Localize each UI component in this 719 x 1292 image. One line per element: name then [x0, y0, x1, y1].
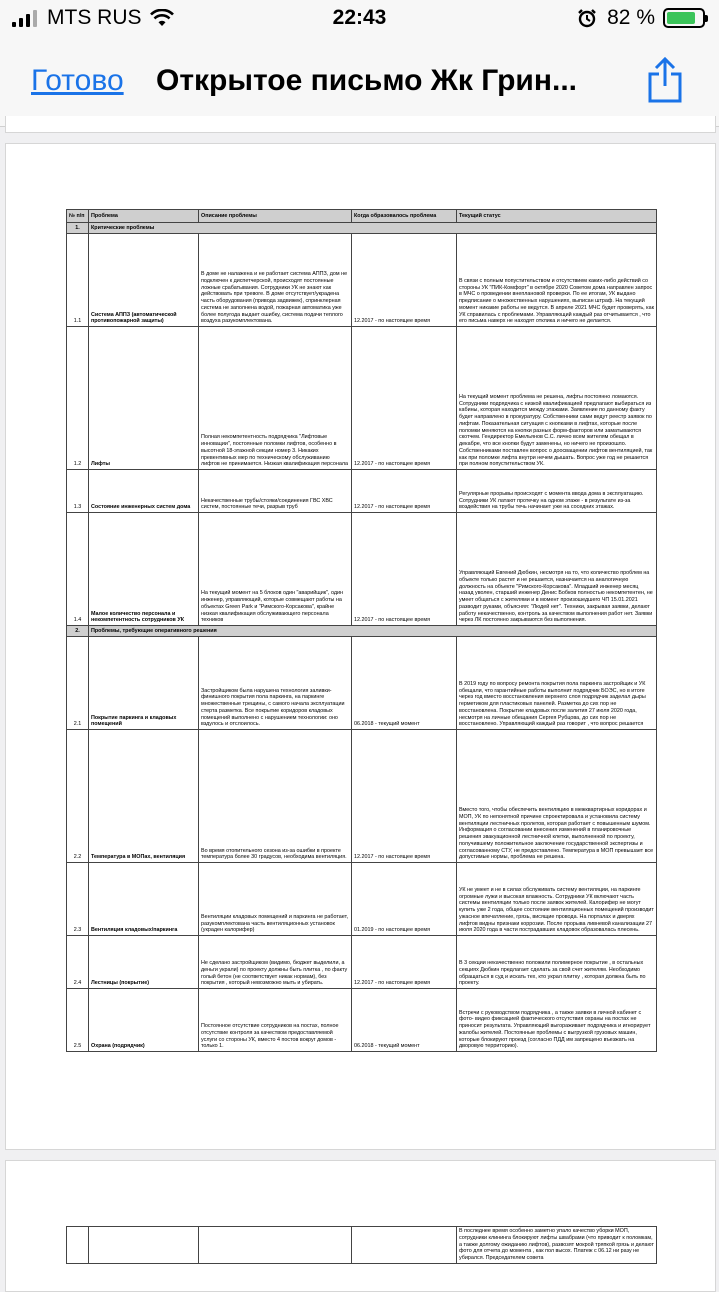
- table-row: [67, 234, 657, 327]
- column-header: № п/п: [67, 210, 89, 223]
- table-row: [67, 1227, 657, 1264]
- status-cell: В 2019 году по вопросу ремонта покрытия пола паркинга застройщик и УК обещали, что гарантийные работы выполнит подрядчик БОЭС, но в итоге через год вместо восстановления верхнего слоя подрядчик заделал дыры герметиком для пластиковых панелей. Разметка до сих пор не восстановлена. Покрытие кладовых после залития 27 июля 2020 года, несмотря на личные обещания Сергея Рубцова, до сих пор не восстановлено. Управляющий каждый раз говорит , что вопрос решается: [457, 637, 657, 730]
- row-number: 2.4: [67, 936, 89, 989]
- status-cell: УК не умеет и не в силах обслуживать систему вентиляции, на паркинге огромные лужи и высокая влажность. Сотрудники УК включают часть системы вентиляции только после заявок жителей. Калорифер не могут купить уже 2 года, общее состояние вентиляционных помещений производит ужасное впечатление, грязь, висящие провода. На порталах и дверях лифтов видны признаки коррозии. После прорыва ливневой канализации 27 июля 2020 года в части пострадавших кладовок образовалась плесень.: [457, 863, 657, 936]
- document-page: [5, 143, 716, 1150]
- status-cell: Вместо того, чтобы обеспечить вентиляцию в межквартирных коридорах и МОП, УК по непонятной причине спроектировала и установила систему вентиляции лестничных пролетов, которая работает с повышенным шумом. Информация о согласовании внесения изменений в планировочные решения эвакуационной лестничной клетки, выполненной по проекту, получившему положительное заключение государственной экспертизы и согласованному СТУ, не предоставлено. Температура в МОП превышает все допустимые нормы, проблема не решена.: [457, 730, 657, 863]
- status-cell: В 3 секции некачественно положили полимерное покрытие , в остальных секциях Дюбкин предлагает сделать за свой счет жителям. Необходимо обращаться в суд и искать тех, кто украл плитку , которая должна быть по проекту.: [457, 936, 657, 989]
- document-page-previous: [5, 116, 716, 133]
- since-cell: 12.2017 - по настоящее время: [352, 730, 457, 863]
- table-header-row: [67, 210, 657, 223]
- table-row: [67, 863, 657, 936]
- since-cell: 12.2017 - по настоящее время: [352, 513, 457, 626]
- problem-cell: Состояние инженерных систем дома: [89, 470, 199, 513]
- problem-cell: Температура в МОПах, вентиляция: [89, 730, 199, 863]
- column-header: Проблема: [89, 210, 199, 223]
- since-cell: 06.2018 - текущий момент: [352, 989, 457, 1052]
- problem-cell: Лифты: [89, 327, 199, 470]
- since-cell: 12.2017 - по настоящее время: [352, 936, 457, 989]
- table-row: [67, 513, 657, 626]
- description-cell: Постоянное отсутствие сотрудников на постах, полное отсутствие контроля за качеством предоставляемой услуги со стороны УК, вместо 4 постов вокруг домов - только 1.: [199, 989, 352, 1052]
- status-cell: Регулярные прорывы происходят с момента ввода дома в эксплуатацию. Сотрудники УК латают протечку на одном этаже - в результате из-за воздействия на трубы течь начинает уже на соседних этажах.: [457, 470, 657, 513]
- description-cell: Застройщиком была нарушена технология заливки-финишного покрытия пола паркинга, на паркинге множественные трещины, с самого начала эксплуатации стерта разметка. Все покрытие коридоров кладовых помещений выполнено с нарушением технологии: оно вздулось и отслоилось.: [199, 637, 352, 730]
- row-number: 2.2: [67, 730, 89, 863]
- problem-cell: Малое количество персонала и некомпетентность сотрудников УК: [89, 513, 199, 626]
- battery-level: [667, 12, 695, 24]
- table-row: [67, 989, 657, 1052]
- problems-table: [66, 209, 657, 1052]
- table-row: [67, 327, 657, 470]
- section-number: 2.: [67, 626, 89, 637]
- row-number: 1.1: [67, 234, 89, 327]
- description-cell: В доме не налажена и не работает система АППЗ, дом не подключен к диспетчерской, происходят постоянные ложные срабатывания. Сотрудники УК не знают как действовать при тревоге. В доме отсутствует/украдена часть оборудования (привода задвижек), спринклерная система не заполнена водой, пожарная автоматика уже более полугода выдает ошибку, система подачи теплого воздуха разукомплектована.: [199, 234, 352, 327]
- since-cell: 06.2018 - текущий момент: [352, 637, 457, 730]
- alarm-icon: [577, 8, 597, 28]
- description-cell: На текущий момент на 5 блоков один "аварийщик", один инженер, управляющий, которые совмещают работы на объектах Green Park и "Римского-Корсакова", крайне низкая квалификация обслуживающего персонала техников: [199, 513, 352, 626]
- table-row: [67, 470, 657, 513]
- column-header: Когда образовалось проблема: [352, 210, 457, 223]
- problem-cell: Охрана (подрядчик): [89, 989, 199, 1052]
- row-number: 1.2: [67, 327, 89, 470]
- description-cell: Вентиляции кладовых помещений и паркинга не работает, разукомплектована часть вентиляционных установок (украден калорифер): [199, 863, 352, 936]
- status-cell: На текущий момент проблема не решена, лифты постоянно ломаются. Сотрудники подрядчика с низкой квалификацией предлагают выбираться из кабины, которая находится между этажами. Заявление по данному факту будет направлено в прокуратуру. Собственники сами ведут реестр заявок по лифтам. Показательная ситуация с кнопками в лифтах, которые после поломки меняются на кнопки разных форм-факторов или заматываются скотчем. Гендиректор Емельянов С.С. лично всем жителям обещал в декабре, что все кнопки будут заменены, но ничего не произошло. Собственниками поставлен вопрос о доосващении лифтов вентиляцией, так как при поломке лифта внутри нечем дышать. Вопрос уже год не решается при полном попустительством УК.: [457, 327, 657, 470]
- column-header: Описание проблемы: [199, 210, 352, 223]
- row-number: 1.3: [67, 470, 89, 513]
- status-cell: Управляющий Евгений Дюбкин, несмотря на то, что количество проблем на объекте только растет и не решается, назначается на аналогичную должность на объекте "Римского-Корсакова". Младший инженер месяц назад уволен, старший инженер Денис Бобков полностью некомпетентен, не умеет общаться с жителями и в момент произошедшего ЧП 15.01.2021 разводит руками, объясняя: "Людей нет". Техники, закрывая заявки, делают работу некачественно, контроль за качеством выполнения работ нет. Заявки через ЛК постоянно закрываются без выполнения.: [457, 513, 657, 626]
- share-icon[interactable]: [646, 56, 684, 104]
- description-cell: Полная некомпетентность подрядчика "Лифтовые инновации", постоянные поломки лифтов, особенно в высотной 18-этажной секции номер 3. Никаких превентивных мер по техническому обслуживанию лифтов не принимается. Низкая квалификация персонала: [199, 327, 352, 470]
- problem-cell: Лестницы (покрытие): [89, 936, 199, 989]
- battery-percent: 82 %: [607, 6, 655, 29]
- battery-icon: [663, 8, 705, 28]
- since-cell: 01.2019 - по настоящее время: [352, 863, 457, 936]
- since-cell: 12.2017 - по настоящее время: [352, 234, 457, 327]
- description-cell: Во время отопительного сезона из-за ошибки в проекте температура более 30 градусов, необходима вентиляция.: [199, 730, 352, 863]
- document-title: Открытое письмо Жк Грин...: [156, 64, 577, 97]
- table-row: [67, 730, 657, 863]
- table-row: [67, 936, 657, 989]
- status-cell: В последнее время особенно заметно упало качество уборки МОП, сотрудники клининга блокируют лифты швабрами (что приводит к поломкам, а также долгому ожиданию лифтов), развозят мокрой тряпкой грязь и делают фото для отчета до момента , как пол высох. Платеж с 06.12 ни разу не убирался. Председателем совета: [457, 1227, 657, 1264]
- status-bar: [0, 0, 719, 40]
- row-number: 2.1: [67, 637, 89, 730]
- since-cell: 12.2017 - по настоящее время: [352, 327, 457, 470]
- row-number: 1.4: [67, 513, 89, 626]
- carrier-label: MTS RUS: [47, 6, 142, 29]
- nav-bar: [0, 40, 719, 127]
- table-row: [67, 637, 657, 730]
- since-cell: 12.2017 - по настоящее время: [352, 470, 457, 513]
- status-cell: В связи с полным попустительством и отсутствием каких-либо действий со стороны УК "ПИК-Комфорт" в октябре 2020 Советом дома направлен запрос в МЧС о проведении внеплановой проверки. По ее итогам, УК выдано предписание о множественных нарушениях, выписан штраф. На текущий момент никакие работы не ведутся. В апреле 2021 МЧС будет проверять, как УК справилась с проблемами. Управляющий каждый раз отчитывается , что его письма наверх не находят отклика и ничего не делается.: [457, 234, 657, 327]
- problem-cell: Покрытие паркинга и кладовых помещений: [89, 637, 199, 730]
- row-number: 2.5: [67, 989, 89, 1052]
- section-title: Критические проблемы: [89, 223, 657, 234]
- problem-cell: Вентиляция кладовых/паркинга: [89, 863, 199, 936]
- problems-table-continued: [66, 1226, 657, 1264]
- document-page-next: [5, 1160, 716, 1292]
- section-title: Проблемы, требующие оперативного решения: [89, 626, 657, 637]
- clock: 22:43: [332, 6, 387, 29]
- section-row: [67, 223, 657, 234]
- status-cell: Встречи с руководством подрядчика , а также заявки в личной кабинет с фото- видео фиксацией фактического отсутствия охраны на постах не приносит результата. Управляющий выгораживает подрядчика и игнорирует жалобы жителей. Постоянные проблемы с выгрузкой грузовых машин, которые блокируют проезд (согласно ПДД им запрещено въезжать на дворовую территорию).: [457, 989, 657, 1052]
- done-button[interactable]: Готово: [31, 64, 124, 97]
- description-cell: Некачественные трубы/стояки/соединения ГВС ХВС систем, постоянные течи, разрыв труб: [199, 470, 352, 513]
- section-number: 1.: [67, 223, 89, 234]
- section-row: [67, 626, 657, 637]
- column-header: Текущий статус: [457, 210, 657, 223]
- row-number: 2.3: [67, 863, 89, 936]
- problem-cell: Система АППЗ (автоматической противопожарной защиты): [89, 234, 199, 327]
- description-cell: Не сделано застройщиком (видимо, бюджет выделили, а деньги украли) по проекту должны быть плитка , по факту голый бетон (не соответствует никак нормам), без покрытия , который невозможно мыть и убирать.: [199, 936, 352, 989]
